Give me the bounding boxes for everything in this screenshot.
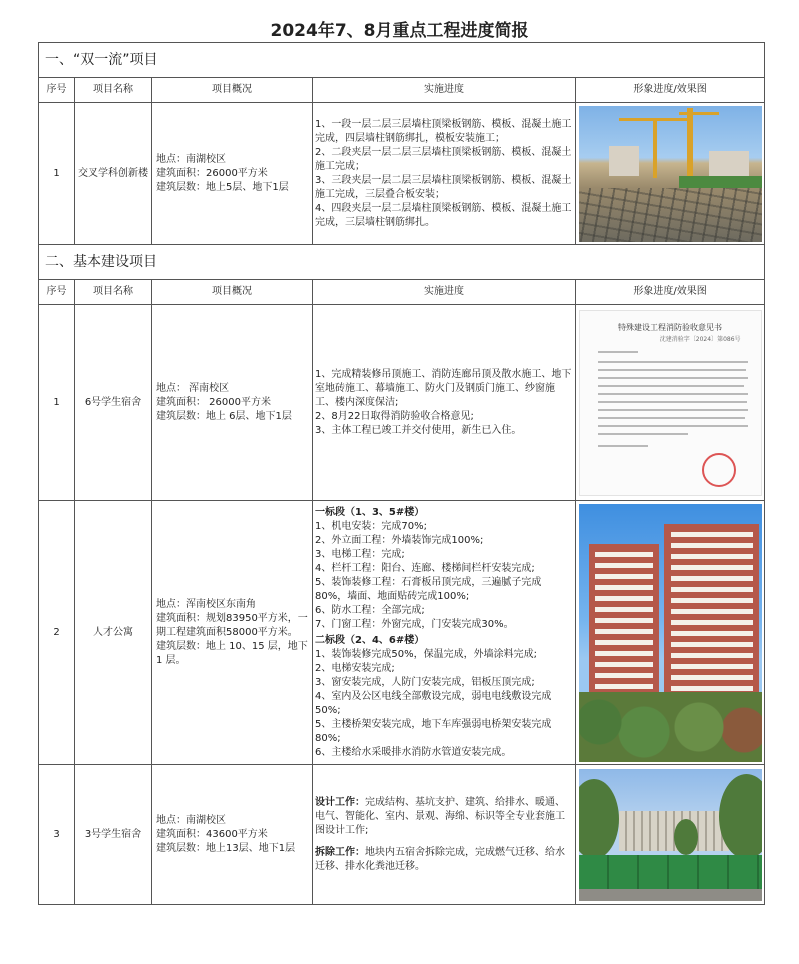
header-no: 序号 <box>39 78 75 103</box>
header-overview: 项目概况 <box>152 280 313 305</box>
row-progress: 一标段（1、3、5#楼） 1、机电安装：完成70%; 2、外立面工程：外墙装饰完成100%; 3、电梯工程：完成; 4、栏杆工程：阳台、连廊、楼梯间栏杆安装完成; 5、装饰装修工程：石膏板吊顶完成，三遍腻子完成80%，墙面、地面贴砖完成100%; 6、防水工程：全部完成; 7、门窗工程：外窗完成，门安装完成30%。 二标段（2、4、6#楼） 1、装饰装修完成50%，保温完成，外墙涂料完成; 2、电梯安装完成; 3、窗安装完成，人防门安装完成，铝板压顶完成; 4、室内及公区电线全部敷设完成，弱电电线敷设完成50%; 5、主楼桥架安装完成，地下车库强弱电桥架安装完成80%; 6、主楼给水采暖排水消防水管道安装完成。 <box>313 501 576 765</box>
row-overview: 地点：南湖校区 建筑面积：26000平方米 建筑层数：地上5层、地下1层 <box>152 103 313 245</box>
header-progress: 实施进度 <box>313 280 576 305</box>
header-no: 序号 <box>39 280 75 305</box>
row-overview: 地点： 浑南校区 建筑面积： 26000平方米 建筑层数：地上 6层、地下1层 <box>152 305 313 501</box>
row-name: 6号学生宿舍 <box>75 305 152 501</box>
dormitory-site-photo <box>579 769 762 901</box>
table-row <box>39 501 765 765</box>
row-no: 3 <box>39 765 75 905</box>
apartment-building-photo <box>579 504 762 762</box>
page-title: 2024年7、8月重点工程进度简报 <box>270 21 529 41</box>
header-name: 项目名称 <box>75 78 152 103</box>
row-progress: 1、完成精装修吊顶施工、消防连廊吊顶及散水施工、地下室地砖施工、幕墙施工、防火门及钢质门施工、纱窗施工、楼内深度保洁; 2、8月22日取得消防验收合格意见; 3、主体工程已竣工并交付使用，新生已入住。 <box>313 305 576 501</box>
row-no: 1 <box>39 305 75 501</box>
row-overview: 地点：浑南校区东南角 建筑面积：规划83950平方米，一期工程建筑面积58000平方米。 建筑层数：地上 10、15 层，地下 1 层。 <box>152 501 313 765</box>
construction-site-photo <box>579 106 762 242</box>
row-progress: 1、一段一层二层三层墙柱顶梁板钢筋、模板、混凝土施工完成，四层墙柱钢筋绑扎，模板安装施工； 2、二段夹层一层二层三层墙柱顶梁板钢筋、模板、混凝土施工完成； 3、三段夹层一层二层三层墙柱顶梁板钢筋、模板、混凝土施工完成，三层叠合板安装； 4、四段夹层一层二层墙柱顶梁板钢筋、模板、混凝土施工完成，三层墙柱钢筋绑扎。 <box>313 103 576 245</box>
header-name: 项目名称 <box>75 280 152 305</box>
table-row <box>39 305 765 501</box>
document-number: 沈建消验字〔2024〕第086号 <box>659 335 741 343</box>
row-name: 3号学生宿舍 <box>75 765 152 905</box>
header-progress: 实施进度 <box>313 78 576 103</box>
section-title-2: 二、基本建设项目 <box>39 245 765 280</box>
official-seal-icon <box>702 453 736 487</box>
row-name: 人才公寓 <box>75 501 152 765</box>
row-overview: 地点：南湖校区 建筑面积：43600平方米 建筑层数：地上13层、地下1层 <box>152 765 313 905</box>
document-title: 特殊建设工程消防验收意见书 <box>618 322 723 332</box>
section-title-1: 一、“双一流”项目 <box>39 43 765 78</box>
row-progress: 设计工作：完成结构、基坑支护、建筑、给排水、暖通、电气、智能化、室内、景观、海绵、标识等全专业套施工图设计工作; 拆除工作：地块内五宿舍拆除完成，完成燃气迁移、给水迁移、排水化粪池迁移。 <box>313 765 576 905</box>
row-no: 2 <box>39 501 75 765</box>
table-row <box>39 765 765 905</box>
row-name: 交叉学科创新楼 <box>75 103 152 245</box>
fire-acceptance-document-scan <box>579 310 762 496</box>
table-row <box>39 103 765 245</box>
row-no: 1 <box>39 103 75 245</box>
header-image: 形象进度/效果图 <box>576 280 765 305</box>
header-image: 形象进度/效果图 <box>576 78 765 103</box>
progress-table <box>38 42 765 905</box>
header-overview: 项目概况 <box>152 78 313 103</box>
